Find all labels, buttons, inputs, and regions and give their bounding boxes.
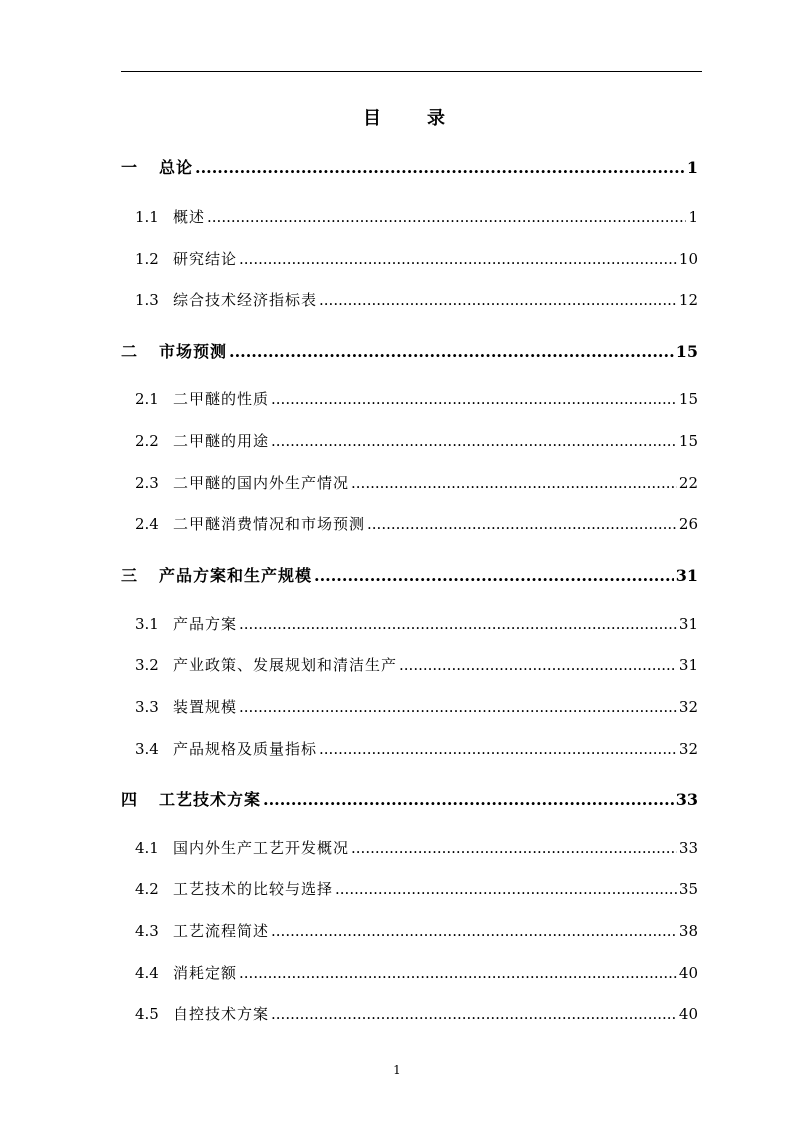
toc-entry-number: 四 (121, 790, 138, 809)
toc-entry-number: 三 (121, 566, 138, 585)
toc-entry-section-2-1[interactable] (135, 388, 698, 409)
toc-entry-section-3-2[interactable] (135, 654, 698, 675)
toc-entry-page: 32 (678, 740, 698, 758)
toc-dot-leader (271, 922, 677, 940)
toc-entry-chapter-3[interactable] (121, 563, 698, 586)
toc-entry-label: 国内外生产工艺开发概况 (173, 839, 350, 857)
toc-dot-leader (314, 566, 674, 585)
toc-entry-page: 26 (678, 515, 698, 533)
toc-entry-label: 综合技术经济指标表 (173, 291, 318, 309)
toc-entry-label: 市场预测 (159, 342, 228, 361)
toc-entry-label: 自控技术方案 (173, 1005, 270, 1023)
toc-title: 目 录 (363, 108, 459, 129)
toc-dot-leader (367, 515, 677, 533)
toc-entry-page: 38 (678, 922, 698, 940)
toc-entry-page: 12 (678, 291, 698, 309)
toc-entry-page: 31 (678, 656, 698, 674)
toc-entry-label: 装置规模 (173, 698, 238, 716)
toc-dot-leader (319, 291, 677, 309)
toc-dot-leader (239, 250, 677, 268)
toc-entry-number: 1.2 (135, 250, 159, 268)
toc-dot-leader (271, 432, 677, 450)
toc-entry-section-3-3[interactable] (135, 696, 698, 717)
toc-entry-number: 1.3 (135, 291, 159, 309)
toc-entry-number: 3.3 (135, 698, 159, 716)
toc-entry-number: 4.5 (135, 1005, 159, 1023)
toc-entry-number: 2.1 (135, 390, 159, 408)
toc-entry-number: 4.1 (135, 839, 159, 857)
header-rule (121, 71, 702, 72)
toc-dot-leader (271, 390, 677, 408)
toc-dot-leader (239, 615, 677, 633)
toc-entry-page: 10 (678, 250, 698, 268)
toc-entry-label: 产品规格及质量指标 (173, 740, 318, 758)
toc-entry-label: 总论 (159, 158, 194, 177)
toc-entry-number: 4.4 (135, 964, 159, 982)
toc-entry-label: 工艺流程简述 (173, 922, 270, 940)
toc-entry-page: 33 (675, 790, 698, 809)
toc-dot-leader (207, 208, 686, 226)
toc-dot-leader (335, 880, 677, 898)
toc-entry-section-1-1[interactable] (135, 206, 698, 227)
toc-entry-number: 一 (121, 158, 138, 177)
toc-dot-leader (229, 342, 674, 361)
toc-entry-section-1-2[interactable] (135, 248, 698, 269)
toc-entry-chapter-1[interactable] (121, 155, 698, 178)
toc-entry-label: 消耗定额 (173, 964, 238, 982)
toc-entry-chapter-4[interactable] (121, 787, 698, 810)
toc-dot-leader (351, 839, 677, 857)
toc-entry-number: 2.4 (135, 515, 159, 533)
toc-entry-page: 31 (675, 566, 698, 585)
toc-entry-section-1-3[interactable] (135, 289, 698, 310)
toc-entry-number: 二 (121, 342, 138, 361)
toc-entry-page: 35 (678, 880, 698, 898)
toc-entry-section-4-2[interactable] (135, 878, 698, 899)
toc-entry-page: 1 (686, 158, 698, 177)
toc-dot-leader (319, 740, 677, 758)
toc-entry-label: 产品方案和生产规模 (159, 566, 313, 585)
toc-entry-page: 15 (675, 342, 698, 361)
toc-dot-leader (351, 474, 677, 492)
toc-entry-number: 3.1 (135, 615, 159, 633)
toc-entry-section-2-4[interactable] (135, 513, 698, 534)
toc-entry-page: 15 (678, 432, 698, 450)
toc-dot-leader (271, 1005, 677, 1023)
toc-entry-number: 2.3 (135, 474, 159, 492)
toc-entry-label: 工艺技术的比较与选择 (173, 880, 334, 898)
toc-entry-number: 2.2 (135, 432, 159, 450)
toc-dot-leader (263, 790, 674, 809)
toc-entry-label: 研究结论 (173, 250, 238, 268)
toc-entry-section-2-3[interactable] (135, 472, 698, 493)
toc-entry-number: 3.4 (135, 740, 159, 758)
toc-entry-section-3-4[interactable] (135, 738, 698, 759)
toc-entry-number: 4.3 (135, 922, 159, 940)
toc-entry-label: 工艺技术方案 (159, 790, 262, 809)
toc-entry-label: 二甲醚的国内外生产情况 (173, 474, 350, 492)
toc-entry-chapter-2[interactable] (121, 339, 698, 362)
toc-entry-section-4-1[interactable] (135, 837, 698, 858)
toc-entry-label: 二甲醚的性质 (173, 390, 270, 408)
toc-entry-section-2-2[interactable] (135, 430, 698, 451)
toc-dot-leader (399, 656, 677, 674)
toc-entry-section-4-5[interactable] (135, 1003, 698, 1024)
toc-entry-label: 二甲醚消费情况和市场预测 (173, 515, 366, 533)
toc-dot-leader (239, 698, 677, 716)
toc-entry-number: 4.2 (135, 880, 159, 898)
toc-entry-page: 40 (678, 964, 698, 982)
toc-entry-page: 1 (688, 208, 698, 226)
page-number: 1 (393, 1063, 401, 1077)
toc-entry-section-4-4[interactable] (135, 962, 698, 983)
toc-entry-label: 产品方案 (173, 615, 238, 633)
toc-entry-section-4-3[interactable] (135, 920, 698, 941)
toc-entry-page: 22 (678, 474, 698, 492)
toc-dot-leader (195, 158, 685, 177)
toc-entry-page: 33 (678, 839, 698, 857)
toc-entry-page: 15 (678, 390, 698, 408)
toc-entry-page: 40 (678, 1005, 698, 1023)
toc-entry-number: 1.1 (135, 208, 159, 226)
toc-entry-section-3-1[interactable] (135, 613, 698, 634)
toc-entry-label: 概述 (173, 208, 206, 226)
toc-dot-leader (239, 964, 677, 982)
toc-entry-number: 3.2 (135, 656, 159, 674)
toc-entry-label: 二甲醚的用途 (173, 432, 270, 450)
toc-entry-page: 31 (678, 615, 698, 633)
toc-entry-page: 32 (678, 698, 698, 716)
toc-entry-label: 产业政策、发展规划和清洁生产 (173, 656, 398, 674)
